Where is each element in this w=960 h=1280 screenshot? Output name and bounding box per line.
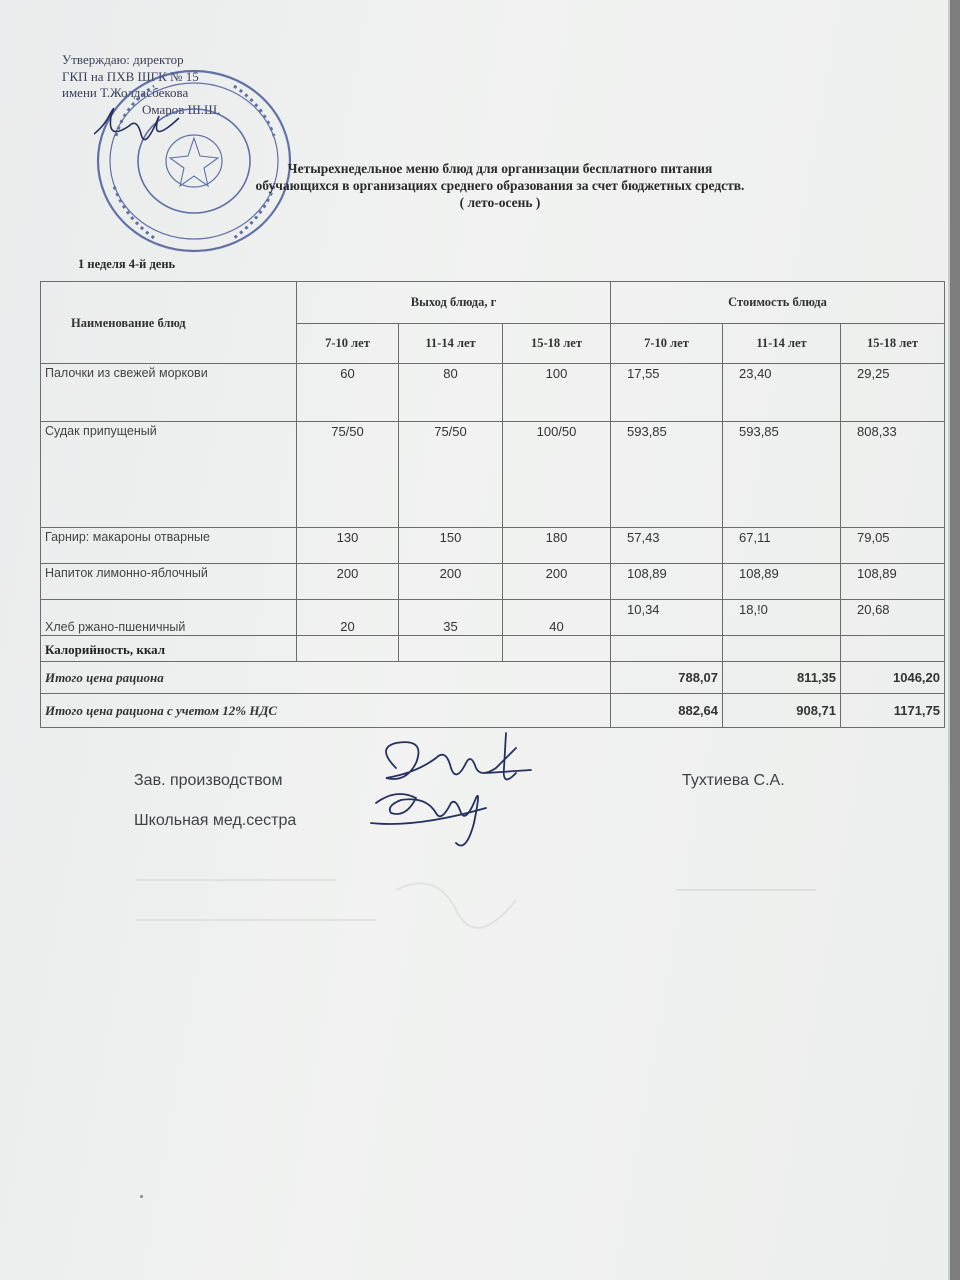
dish-cost: 10,34 — [611, 600, 723, 636]
total-value: 811,35 — [723, 662, 841, 694]
dish-name: Палочки из свежей моркови — [41, 364, 297, 422]
header-age-group: 15-18 лет — [503, 324, 611, 364]
dish-name: Судак припущеный — [41, 422, 297, 528]
dish-output: 200 — [503, 564, 611, 600]
head-of-production-name: Тухтиева С.А. — [682, 772, 785, 789]
calories-cell — [399, 636, 503, 662]
dish-cost: 17,55 — [611, 364, 723, 422]
table-row — [41, 564, 945, 600]
paper-speck — [140, 1195, 143, 1198]
calories-cell — [841, 636, 945, 662]
total-vat-row — [41, 694, 945, 728]
dish-cost: 79,05 — [841, 528, 945, 564]
dish-name: Гарнир: макароны отварные — [41, 528, 297, 564]
approval-line-2: ГКП на ПХВ ШГК № 15 — [62, 68, 199, 84]
table-row — [41, 364, 945, 422]
total-value: 788,07 — [611, 662, 723, 694]
dish-cost: 67,11 — [723, 528, 841, 564]
dish-cost: 808,33 — [841, 422, 945, 528]
header-age-group: 11-14 лет — [399, 324, 503, 364]
dish-output: 80 — [399, 364, 503, 422]
calories-cell — [503, 636, 611, 662]
title-line-1: Четырехнедельное меню блюд для организации бесплатного питания — [287, 161, 713, 176]
total-row — [41, 662, 945, 694]
dish-output: 150 — [399, 528, 503, 564]
dish-output: 75/50 — [399, 422, 503, 528]
dish-output: 180 — [503, 528, 611, 564]
dish-output: 100 — [503, 364, 611, 422]
menu-title — [140, 160, 860, 211]
dish-cost: 108,89 — [841, 564, 945, 600]
school-nurse-label: Школьная мед.сестра — [134, 812, 297, 829]
header-dish-name: Наименование блюд — [41, 282, 297, 364]
calories-cell — [297, 636, 399, 662]
dish-output: 60 — [297, 364, 399, 422]
dish-output: 100/50 — [503, 422, 611, 528]
table-row — [41, 528, 945, 564]
approval-line-4: Омаров Ш.Ш. — [142, 101, 221, 117]
approval-line-1: Утверждаю: директор — [62, 52, 184, 67]
dish-output: 40 — [503, 600, 611, 636]
head-of-production-label: Зав. производством — [134, 772, 283, 789]
dish-cost: 593,85 — [611, 422, 723, 528]
week-day-label: 1 неделя 4-й день — [78, 257, 176, 271]
calories-cell — [723, 636, 841, 662]
bleed-through-marks — [96, 860, 856, 980]
approval-line-3: имени Т.Жолдасбекова — [62, 85, 189, 100]
dish-cost: 18,!0 — [723, 600, 841, 636]
dish-cost: 20,68 — [841, 600, 945, 636]
dish-output: 35 — [399, 600, 503, 636]
dish-output: 200 — [399, 564, 503, 600]
header-age-group: 7-10 лет — [297, 324, 399, 364]
title-line-3: ( лето-осень ) — [459, 195, 541, 210]
dish-cost: 23,40 — [723, 364, 841, 422]
total-label: Итого цена рациона — [41, 662, 611, 694]
table-row — [41, 422, 945, 528]
dish-cost: 29,25 — [841, 364, 945, 422]
dish-cost: 108,89 — [611, 564, 723, 600]
calories-label: Калорийность, ккал — [41, 636, 297, 662]
dish-name: Напиток лимонно-яблочный — [41, 564, 297, 600]
handwritten-signatures — [356, 728, 536, 858]
total-vat-value: 908,71 — [723, 694, 841, 728]
dish-name: Хлеб ржано-пшеничный — [41, 600, 297, 636]
header-age-group: 15-18 лет — [841, 324, 945, 364]
dish-cost: 593,85 — [723, 422, 841, 528]
total-vat-value: 1171,75 — [841, 694, 945, 728]
dish-output: 75/50 — [297, 422, 399, 528]
total-vat-value: 882,64 — [611, 694, 723, 728]
dish-cost: 57,43 — [611, 528, 723, 564]
dish-output: 130 — [297, 528, 399, 564]
header-age-group: 7-10 лет — [611, 324, 723, 364]
table-row — [41, 600, 945, 636]
menu-table — [40, 281, 945, 728]
dish-output: 20 — [297, 600, 399, 636]
dish-output: 200 — [297, 564, 399, 600]
header-dish-cost: Стоимость блюда — [611, 282, 945, 324]
title-line-2: обучающихся в организациях среднего образования за счет бюджетных средств. — [255, 178, 745, 193]
calories-row — [41, 636, 945, 662]
total-value: 1046,20 — [841, 662, 945, 694]
header-dish-output: Выход блюда, г — [297, 282, 611, 324]
dish-cost: 108,89 — [723, 564, 841, 600]
total-vat-label: Итого цена рациона с учетом 12% НДС — [41, 694, 611, 728]
header-age-group: 11-14 лет — [723, 324, 841, 364]
calories-cell — [611, 636, 723, 662]
